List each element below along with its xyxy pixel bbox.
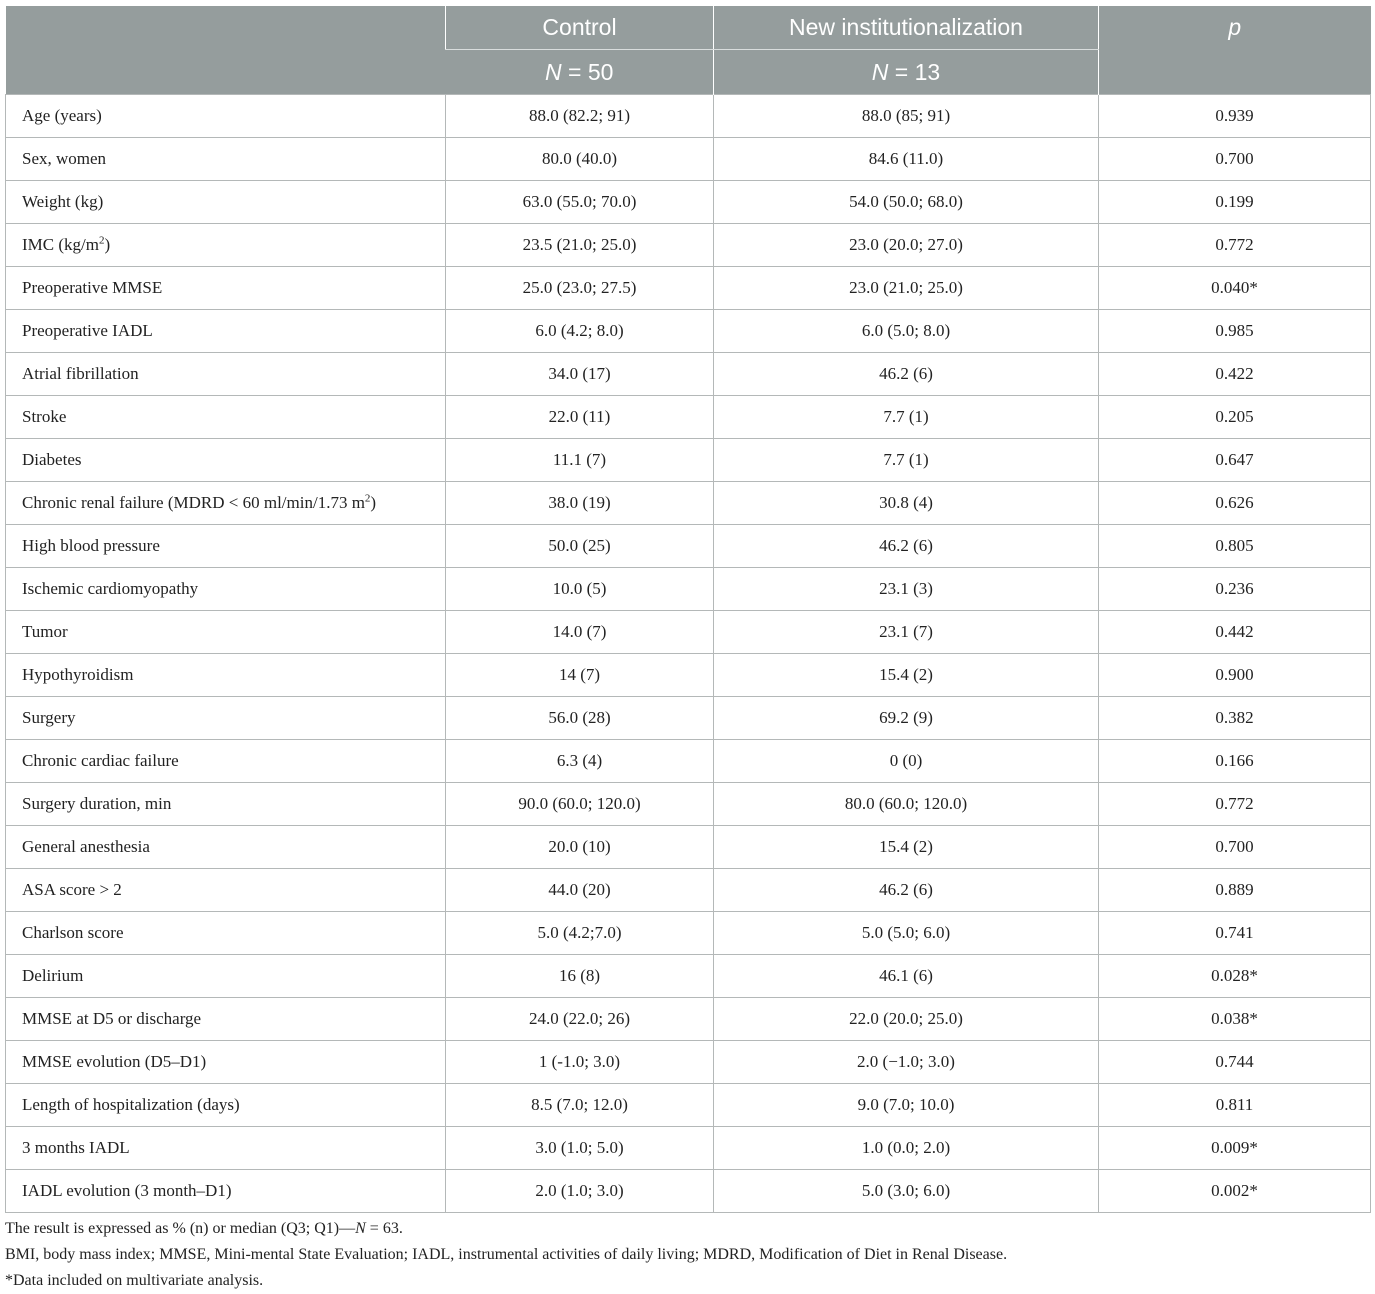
cell-p-value: 0.772 <box>1099 224 1371 267</box>
table-row <box>6 267 1371 310</box>
cell-control: 20.0 (10) <box>446 826 714 869</box>
cell-new-institutionalization: 22.0 (20.0; 25.0) <box>714 998 1099 1041</box>
cell-p-value: 0.028* <box>1099 955 1371 998</box>
cell-new-institutionalization: 23.1 (7) <box>714 611 1099 654</box>
cell-p-value: 0.009* <box>1099 1127 1371 1170</box>
cell-control: 44.0 (20) <box>446 869 714 912</box>
row-label: Charlson score <box>6 912 446 955</box>
cell-control: 34.0 (17) <box>446 353 714 396</box>
row-label: Chronic cardiac failure <box>6 740 446 783</box>
cell-new-institutionalization: 1.0 (0.0; 2.0) <box>714 1127 1099 1170</box>
cell-control: 6.0 (4.2; 8.0) <box>446 310 714 353</box>
cell-new-institutionalization: 15.4 (2) <box>714 826 1099 869</box>
cell-new-institutionalization: 15.4 (2) <box>714 654 1099 697</box>
cell-p-value: 0.205 <box>1099 396 1371 439</box>
header-p-value <box>1099 6 1371 95</box>
cell-control: 11.1 (7) <box>446 439 714 482</box>
row-label: IMC $(kg/m^2)$ <box>6 224 446 267</box>
table-row <box>6 697 1371 740</box>
cell-p-value: 0.772 <box>1099 783 1371 826</box>
row-label: IADL evolution (3 month–D1) <box>6 1170 446 1213</box>
table-row <box>6 826 1371 869</box>
cell-p-value: 0.040* <box>1099 267 1371 310</box>
cell-new-institutionalization: 84.6 (11.0) <box>714 138 1099 181</box>
table-row <box>6 1170 1371 1213</box>
row-label: Diabetes <box>6 439 446 482</box>
table-row <box>6 525 1371 568</box>
cell-p-value: 0.700 <box>1099 138 1371 181</box>
table-row <box>6 912 1371 955</box>
table-row <box>6 482 1371 525</box>
row-label: General anesthesia <box>6 826 446 869</box>
row-label: MMSE at D5 or discharge <box>6 998 446 1041</box>
table-row <box>6 568 1371 611</box>
row-label: Delirium <box>6 955 446 998</box>
row-label: Ischemic cardiomyopathy <box>6 568 446 611</box>
cell-control: 6.3 (4) <box>446 740 714 783</box>
cell-control: 23.5 (21.0; 25.0) <box>446 224 714 267</box>
cell-control: 38.0 (19) <box>446 482 714 525</box>
cell-p-value: 0.741 <box>1099 912 1371 955</box>
cell-new-institutionalization: 46.2 (6) <box>714 525 1099 568</box>
cell-p-value: 0.900 <box>1099 654 1371 697</box>
cell-control: 14.0 (7) <box>446 611 714 654</box>
cell-new-institutionalization: 5.0 (3.0; 6.0) <box>714 1170 1099 1213</box>
cell-p-value: 0.811 <box>1099 1084 1371 1127</box>
cell-new-institutionalization: 46.2 (6) <box>714 869 1099 912</box>
cell-control: 16 (8) <box>446 955 714 998</box>
table-row <box>6 783 1371 826</box>
cell-control: 10.0 (5) <box>446 568 714 611</box>
cell-p-value: 0.442 <box>1099 611 1371 654</box>
cell-new-institutionalization: 23.0 (21.0; 25.0) <box>714 267 1099 310</box>
cell-control: 14 (7) <box>446 654 714 697</box>
cell-control: 1 (-1.0; 3.0) <box>446 1041 714 1084</box>
cell-new-institutionalization: 7.7 (1) <box>714 439 1099 482</box>
row-label: MMSE evolution (D5–D1) <box>6 1041 446 1084</box>
cell-control: 3.0 (1.0; 5.0) <box>446 1127 714 1170</box>
row-label: Age (years) <box>6 95 446 138</box>
table-row <box>6 138 1371 181</box>
cell-p-value: 0.805 <box>1099 525 1371 568</box>
cell-control: 8.5 (7.0; 12.0) <box>446 1084 714 1127</box>
data-table <box>5 6 1371 1213</box>
table-row <box>6 353 1371 396</box>
cell-p-value: 0.422 <box>1099 353 1371 396</box>
cell-new-institutionalization: 5.0 (5.0; 6.0) <box>714 912 1099 955</box>
row-label: Chronic renal failure (MDRD < 60 ml/min/1.73 $m^2$) <box>6 482 446 525</box>
cell-new-institutionalization: 46.2 (6) <box>714 353 1099 396</box>
cell-p-value: 0.889 <box>1099 869 1371 912</box>
cell-p-value: 0.744 <box>1099 1041 1371 1084</box>
cell-new-institutionalization: 23.1 (3) <box>714 568 1099 611</box>
cell-new-institutionalization: 2.0 (−1.0; 3.0) <box>714 1041 1099 1084</box>
header-empty-cell <box>6 6 446 95</box>
cell-p-value: 0.647 <box>1099 439 1371 482</box>
cell-p-value: 0.038* <box>1099 998 1371 1041</box>
table-row <box>6 740 1371 783</box>
cell-new-institutionalization: 23.0 (20.0; 27.0) <box>714 224 1099 267</box>
header-control: Control <box>446 6 714 50</box>
cell-control: 88.0 (82.2; 91) <box>446 95 714 138</box>
cell-control: 24.0 (22.0; 26) <box>446 998 714 1041</box>
table-container <box>5 6 1370 1213</box>
cell-control: 90.0 (60.0; 120.0) <box>446 783 714 826</box>
header-new-institutionalization: New institutionalization <box>714 6 1099 50</box>
row-label: Tumor <box>6 611 446 654</box>
row-label: Preoperative IADL <box>6 310 446 353</box>
cell-control: 2.0 (1.0; 3.0) <box>446 1170 714 1213</box>
table-row <box>6 611 1371 654</box>
row-label: Length of hospitalization (days) <box>6 1084 446 1127</box>
row-label: 3 months IADL <box>6 1127 446 1170</box>
cell-p-value: 0.626 <box>1099 482 1371 525</box>
table-row <box>6 998 1371 1041</box>
row-label: ASA score > 2 <box>6 869 446 912</box>
table-row <box>6 310 1371 353</box>
cell-new-institutionalization: 54.0 (50.0; 68.0) <box>714 181 1099 224</box>
cell-new-institutionalization: 46.1 (6) <box>714 955 1099 998</box>
cell-control: 25.0 (23.0; 27.5) <box>446 267 714 310</box>
table-row <box>6 869 1371 912</box>
row-label: Surgery <box>6 697 446 740</box>
cell-control: 56.0 (28) <box>446 697 714 740</box>
table-row <box>6 1084 1371 1127</box>
cell-p-value: 0.199 <box>1099 181 1371 224</box>
table-row <box>6 1041 1371 1084</box>
cell-new-institutionalization: 9.0 (7.0; 10.0) <box>714 1084 1099 1127</box>
table-row <box>6 95 1371 138</box>
row-label: High blood pressure <box>6 525 446 568</box>
cell-new-institutionalization: 80.0 (60.0; 120.0) <box>714 783 1099 826</box>
cell-p-value: 0.700 <box>1099 826 1371 869</box>
cell-new-institutionalization: 7.7 (1) <box>714 396 1099 439</box>
row-label: Weight (kg) <box>6 181 446 224</box>
cell-control: 63.0 (55.0; 70.0) <box>446 181 714 224</box>
table-row <box>6 955 1371 998</box>
footnote-abbreviations: BMI, body mass index; MMSE, Mini-mental State Evaluation; IADL, instrumental activities of daily living; MDRD, Modification of Diet in Renal Disease. <box>5 1246 1008 1263</box>
cell-p-value: 0.236 <box>1099 568 1371 611</box>
table-header <box>6 6 1371 95</box>
cell-new-institutionalization: 88.0 (85; 91) <box>714 95 1099 138</box>
table-body <box>6 95 1371 1213</box>
table-row <box>6 224 1371 267</box>
cell-p-value: 0.939 <box>1099 95 1371 138</box>
cell-control: 80.0 (40.0) <box>446 138 714 181</box>
row-label: Stroke <box>6 396 446 439</box>
header-p-label: p <box>1228 14 1242 40</box>
row-label: Sex, women <box>6 138 446 181</box>
row-label: Preoperative MMSE <box>6 267 446 310</box>
table-row <box>6 439 1371 482</box>
cell-new-institutionalization: 30.8 (4) <box>714 482 1099 525</box>
cell-p-value: 0.002* <box>1099 1170 1371 1213</box>
footnote-multivariate: *Data included on multivariate analysis. <box>5 1272 264 1289</box>
cell-p-value: 0.985 <box>1099 310 1371 353</box>
cell-control: 5.0 (4.2;7.0) <box>446 912 714 955</box>
cell-new-institutionalization: 0 (0) <box>714 740 1099 783</box>
cell-control: 22.0 (11) <box>446 396 714 439</box>
cell-control: 50.0 (25) <box>446 525 714 568</box>
table-row <box>6 654 1371 697</box>
header-n-new: N = 13 <box>714 50 1099 95</box>
row-label: Hypothyroidism <box>6 654 446 697</box>
table-footnotes <box>5 1216 1370 1294</box>
cell-new-institutionalization: 69.2 (9) <box>714 697 1099 740</box>
header-n-control: N = 50 <box>446 50 714 95</box>
table-row <box>6 396 1371 439</box>
cell-p-value: 0.382 <box>1099 697 1371 740</box>
footnote-result-format: The result is expressed as % (n) or median (Q3; Q1)—N = 63. <box>5 1220 403 1237</box>
table-row <box>6 181 1371 224</box>
cell-p-value: 0.166 <box>1099 740 1371 783</box>
table-row <box>6 1127 1371 1170</box>
row-label: Surgery duration, min <box>6 783 446 826</box>
row-label: Atrial fibrillation <box>6 353 446 396</box>
cell-new-institutionalization: 6.0 (5.0; 8.0) <box>714 310 1099 353</box>
